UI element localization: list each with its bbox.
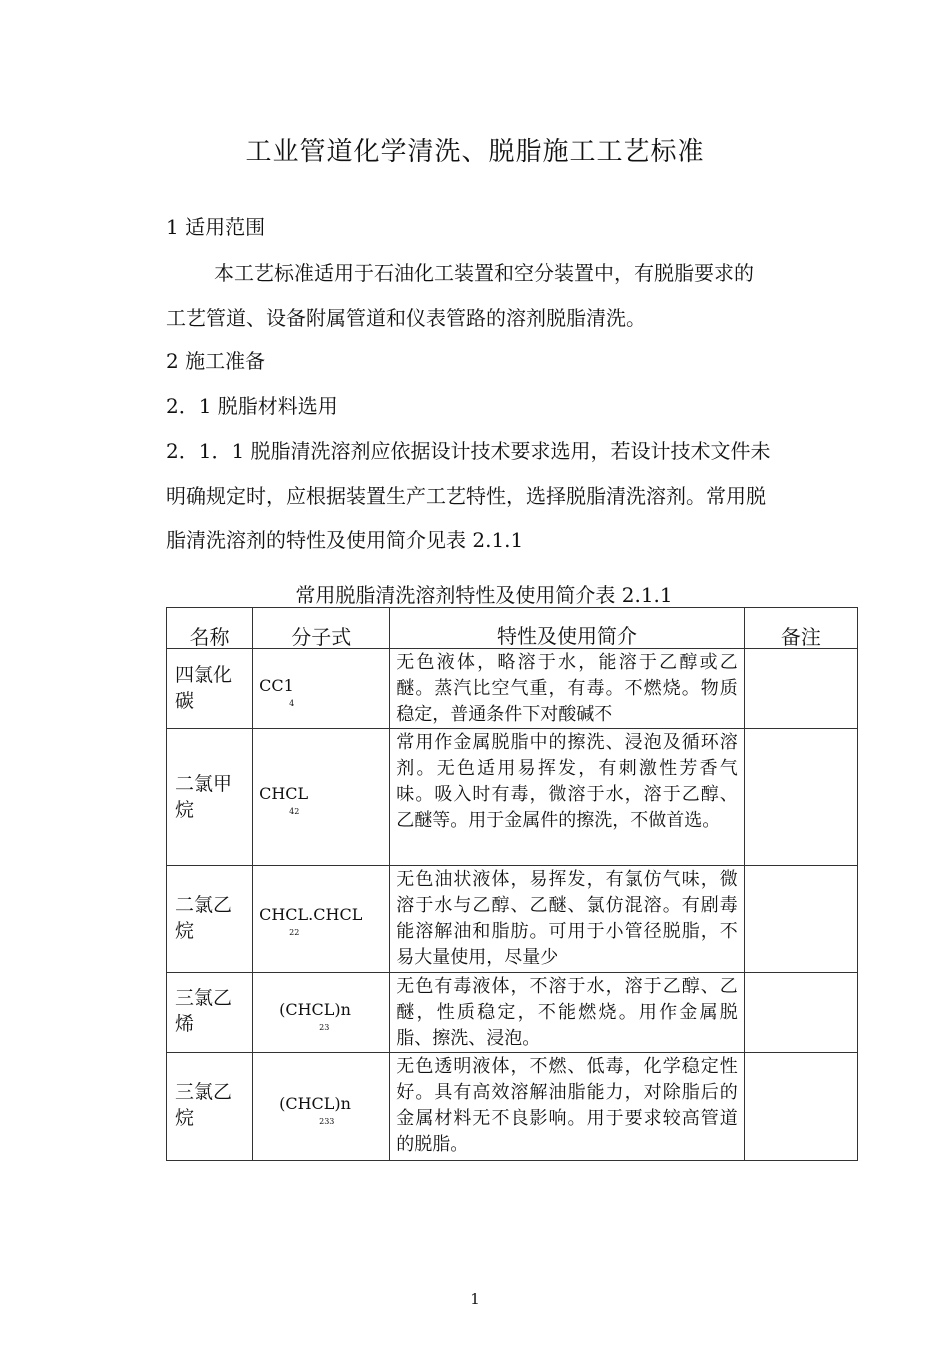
header-note: 备注 xyxy=(744,608,857,649)
paragraph-solvent-line-3: 脂清洗溶剂的特性及使用简介见表 2.1.1 xyxy=(166,528,524,552)
cell-formula xyxy=(253,729,390,866)
page-number: 1 xyxy=(470,1290,480,1308)
cell-formula xyxy=(253,649,390,729)
formula-text: CHCL xyxy=(259,784,309,803)
cell-name: 二氯乙烷 xyxy=(167,866,253,973)
cell-props: 常用作金属脱脂中的擦洗、浸泡及循环溶剂。无色适用易挥发，有刺激性芳香气味。吸入时有毒，微溶于水，溶于乙醇、乙醚等。用于金属件的擦洗，不做首选。 xyxy=(390,729,745,866)
formula-text: (CHCL)n xyxy=(279,1000,351,1019)
header-props: 特性及使用简介 xyxy=(390,608,745,649)
formula-subscript: 42 xyxy=(289,807,300,816)
cell-props: 无色有毒液体，不溶于水，溶于乙醇、乙醚，性质稳定，不能燃烧。用作金属脱脂、擦洗、浸泡。 xyxy=(390,973,745,1053)
cell-props: 无色油状液体，易挥发，有氯仿气味，微溶于水与乙醇、乙醚、氯仿混溶。有剧毒能溶解油和脂肪。可用于小管径脱脂，不易大量使用，尽量少 xyxy=(390,866,745,973)
formula-text: CHCL.CHCL xyxy=(259,905,363,924)
cell-props: 无色透明液体，不燃、低毒，化学稳定性好。具有高效溶解油脂能力，对除脂后的金属材料无不良影响。用于要求较高管道的脱脂。 xyxy=(390,1053,745,1161)
paragraph-scope-line-2: 工艺管道、设备附属管道和仪表管路的溶剂脱脂清洗。 xyxy=(166,306,646,330)
table-row xyxy=(167,649,858,729)
formula-text: (CHCL)n xyxy=(279,1094,351,1113)
cell-name: 四氯化碳 xyxy=(167,649,253,729)
cell-formula xyxy=(253,1053,390,1161)
cell-formula xyxy=(253,866,390,973)
section-heading-materials: 2．1 脱脂材料选用 xyxy=(166,394,338,418)
table-caption: 常用脱脂清洗溶剂特性及使用简介表 2.1.1 xyxy=(295,583,673,607)
formula-subscript: 233 xyxy=(319,1117,335,1126)
cell-name: 三氯乙烯 xyxy=(167,973,253,1053)
cell-props: 无色液体，略溶于水，能溶于乙醇或乙醚。蒸汽比空气重，有毒。不燃烧。物质稳定，普通条件下对酸碱不 xyxy=(390,649,745,729)
cell-note xyxy=(744,973,857,1053)
formula-subscript: 23 xyxy=(319,1023,330,1032)
document-title: 工业管道化学清洗、脱脂施工工艺标准 xyxy=(245,137,705,167)
section-heading-scope: 1 适用范围 xyxy=(166,215,266,239)
cell-name: 二氯甲烷 xyxy=(167,729,253,866)
solvent-table xyxy=(166,607,858,1161)
formula-subscript: 4 xyxy=(289,699,295,708)
cell-name: 三氯乙烷 xyxy=(167,1053,253,1161)
header-name: 名称 xyxy=(167,608,253,649)
table-row xyxy=(167,866,858,973)
section-heading-preparation: 2 施工准备 xyxy=(166,349,266,373)
formula-text: CC1 xyxy=(259,676,294,695)
cell-note xyxy=(744,1053,857,1161)
table-row xyxy=(167,973,858,1053)
cell-formula xyxy=(253,973,390,1053)
paragraph-solvent-line-1: 2．1．1 脱脂清洗溶剂应依据设计技术要求选用，若设计技术文件未 xyxy=(166,439,771,463)
paragraph-solvent-line-2: 明确规定时，应根据装置生产工艺特性，选择脱脂清洗溶剂。常用脱 xyxy=(166,484,766,508)
paragraph-scope-line-1: 本工艺标准适用于石油化工装置和空分装置中，有脱脂要求的 xyxy=(214,261,754,285)
table-header-row xyxy=(167,608,858,649)
header-formula: 分子式 xyxy=(253,608,390,649)
formula-subscript: 22 xyxy=(289,928,300,937)
cell-note xyxy=(744,729,857,866)
table-row xyxy=(167,1053,858,1161)
table-row xyxy=(167,729,858,866)
cell-note xyxy=(744,866,857,973)
cell-note xyxy=(744,649,857,729)
